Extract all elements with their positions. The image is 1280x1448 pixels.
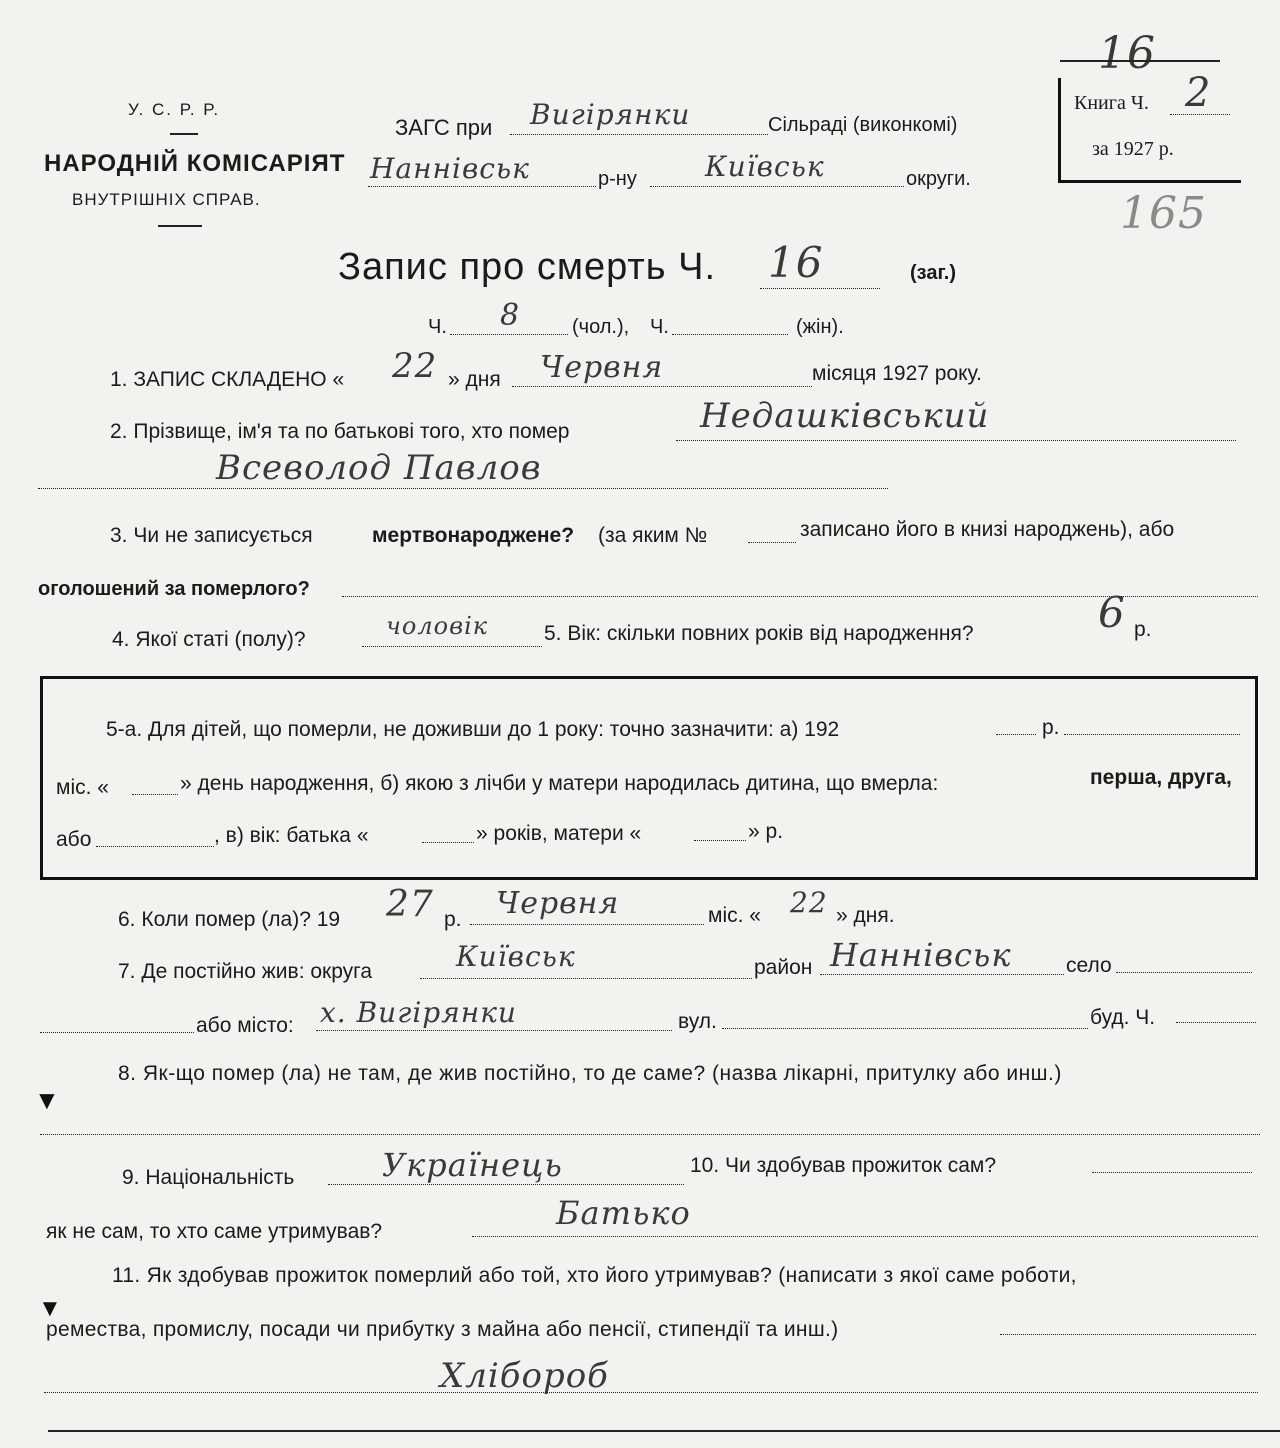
zags-village-hand: Вигірянки — [530, 98, 691, 131]
f6-day-hand: 22 — [790, 886, 828, 919]
f10-label: 10. Чи здобував прожиток сам? — [690, 1154, 996, 1177]
book-year: за 1927 р. — [1092, 138, 1174, 160]
f5a-day-line — [132, 794, 178, 795]
f3-mid: (за яким № — [598, 524, 708, 547]
f11-line1: 11. Як здобував прожиток померлий або той, хто його утримував? (написати з якої саме роботи, — [112, 1264, 1077, 1287]
gender-male-line — [450, 334, 568, 335]
header-divider-top — [170, 133, 198, 135]
f2-surname-line — [676, 440, 1236, 441]
f10-who-hand: Батько — [556, 1194, 691, 1232]
f9-nat-line — [328, 1184, 684, 1185]
f7-misto-line — [316, 1030, 672, 1031]
record-title: Запис про смерть Ч. — [338, 246, 717, 288]
f5a-line1-tail — [1064, 734, 1240, 735]
f11-answer-hand: Хлібороб — [440, 1356, 609, 1396]
gender-ch2: Ч. — [650, 316, 669, 338]
f7-rayon-line — [820, 974, 1064, 975]
f7-misto-hand: х. Вигірянки — [320, 996, 517, 1029]
f5a-line1-end: р. — [1042, 716, 1060, 739]
f6-r: р. — [444, 908, 462, 931]
f7-rayon: район — [754, 956, 813, 979]
f11-line2-tail — [1000, 1334, 1256, 1335]
f11-answer-line — [44, 1392, 1258, 1393]
f7-misto-pre-line — [40, 1032, 194, 1033]
f9-label: 9. Національність — [122, 1166, 295, 1189]
f5-unit: р. — [1134, 618, 1152, 641]
f5a-line3-a: або — [56, 828, 92, 851]
gender-male-hand: 8 — [500, 298, 521, 333]
book-corner-mark: 16 — [1098, 28, 1156, 79]
f4-sex-hand: чоловік — [386, 612, 489, 640]
f5a-year-line — [996, 734, 1036, 735]
f7-misto: або місто: — [196, 1014, 294, 1037]
record-number-hand: 16 — [768, 238, 824, 287]
f3-post: записано його в книзі народжень), або — [800, 518, 1175, 541]
f1-month-line — [512, 386, 812, 387]
f2-name-hand: Всеволод Павлов — [216, 448, 542, 488]
f1-pre: 1. ЗАПИС СКЛАДЕНО « — [110, 368, 345, 391]
f1-post: місяця 1927 року. — [812, 362, 982, 385]
f4-sex-line — [362, 646, 542, 647]
f7-okrug-hand: Київськ — [456, 940, 576, 973]
f8-answer-line — [40, 1134, 1260, 1135]
f5a-line2-bold: перша, друга, — [1090, 766, 1232, 789]
f6-pre: 6. Коли помер (ла)? 19 — [118, 908, 341, 931]
f7-bud-line — [1176, 1022, 1256, 1023]
f5a-line1: 5-а. Для дітей, що померли, не доживши до 1 року: точно зазначити: а) 192 — [106, 718, 840, 741]
f11-line2: ремества, промислу, посади чи прибутку з майна або пенсії, стипендії та инш.) — [46, 1318, 839, 1341]
f7-vul: вул. — [678, 1010, 717, 1033]
zags-district-line — [368, 186, 596, 187]
f5-age-hand: 6 — [1098, 588, 1126, 637]
zags-council: Сільраді (виконкомі) — [768, 114, 958, 136]
book-side-mark: 165 — [1120, 188, 1207, 239]
f8-label: 8. Як-що помер (ла) не там, де жив постійно, то де саме? (назва лікарні, притулку або инш.) — [118, 1062, 1062, 1085]
f10-answer-line — [1092, 1172, 1252, 1173]
zags-okrug-hand: Київськ — [705, 150, 825, 183]
f7-rayon-hand: Наннівськ — [830, 936, 1012, 974]
zags-okrug-line — [650, 186, 904, 187]
f7-pre: 7. Де постійно жив: округа — [118, 960, 373, 983]
f7-bud: буд. Ч. — [1090, 1006, 1156, 1029]
paper-hole-mark-top: ▼ — [34, 1086, 60, 1115]
f5a-line3-c: » років, матери « — [476, 822, 642, 845]
header-ussr: У. С. Р. Р. — [128, 100, 221, 119]
f5a-father-line — [422, 842, 474, 843]
record-number-line — [760, 288, 880, 289]
gender-ch1: Ч. — [428, 316, 447, 338]
f5a-line2-a: міс. « — [56, 776, 109, 799]
zags-village-line — [510, 134, 768, 135]
f5a-line3-b: , в) вік: батька « — [214, 824, 369, 847]
f7-selo: село — [1066, 954, 1112, 977]
f6-post: » дня. — [836, 904, 895, 927]
f1-mid: » дня — [448, 368, 501, 391]
zags-label: ЗАГС при — [395, 115, 493, 140]
f3-pre: 3. Чи не записується — [110, 524, 313, 547]
paper-hole-mark-bottom: ▼ — [38, 1296, 62, 1322]
header-internal: ВНУТРІШНІХ СПРАВ. — [72, 190, 261, 209]
f6-month-line — [470, 924, 704, 925]
f2-label: 2. Прізвище, ім'я та по батькові того, хто помер — [110, 420, 570, 443]
f9-nat-hand: Українець — [382, 1146, 563, 1184]
book-number-line — [1170, 114, 1230, 115]
record-suffix: (заг.) — [910, 262, 957, 284]
f5a-mother-line — [694, 840, 746, 841]
book-number-hand: 2 — [1185, 70, 1212, 116]
f10-who-line — [472, 1236, 1258, 1237]
f3-bold1: мертвонароджене? — [372, 524, 575, 547]
f2-name-line — [38, 488, 888, 489]
gender-female-line — [672, 334, 788, 335]
f7-selo-line — [1116, 972, 1252, 973]
f4-label: 4. Якої статі (полу)? — [112, 628, 306, 651]
f5-label: 5. Вік: скільки повних років від народження? — [544, 622, 974, 645]
gender-male: (чол.), — [572, 316, 630, 338]
f1-day-hand: 22 — [392, 346, 438, 386]
f7-okrug-line — [420, 978, 752, 979]
f2-surname-hand: Недашківський — [700, 396, 990, 436]
f5a-line2-b: » день народження, б) якою з лічби у матери народилась дитина, що вмерла: — [180, 772, 939, 795]
book-label: Книга Ч. — [1074, 92, 1149, 114]
bottom-rule — [48, 1430, 1280, 1432]
zags-district-label: р-ну — [598, 168, 637, 190]
header-divider-bottom — [158, 225, 202, 227]
f7-vul-line — [722, 1028, 1088, 1029]
f6-month-hand: Червня — [496, 886, 620, 921]
f3-bold2: оголошений за померлого? — [38, 578, 310, 600]
zags-district-hand: Наннівськ — [370, 152, 530, 185]
f10-who: як не сам, то хто саме утримував? — [46, 1220, 383, 1243]
f1-month-hand: Червня — [540, 350, 664, 385]
f5a-line3-d: » р. — [748, 820, 784, 843]
zags-okrug-label: округи. — [906, 168, 971, 190]
book-corner-strike — [1060, 60, 1220, 62]
header-commissariat: НАРОДНІЙ КОМІСАРІЯТ — [44, 150, 346, 177]
gender-female: (жін). — [796, 316, 844, 338]
f5a-order-line — [96, 846, 214, 847]
f3-number-line — [748, 542, 796, 543]
f6-mis: міс. « — [708, 904, 761, 927]
f6-year-hand: 27 — [386, 884, 434, 925]
